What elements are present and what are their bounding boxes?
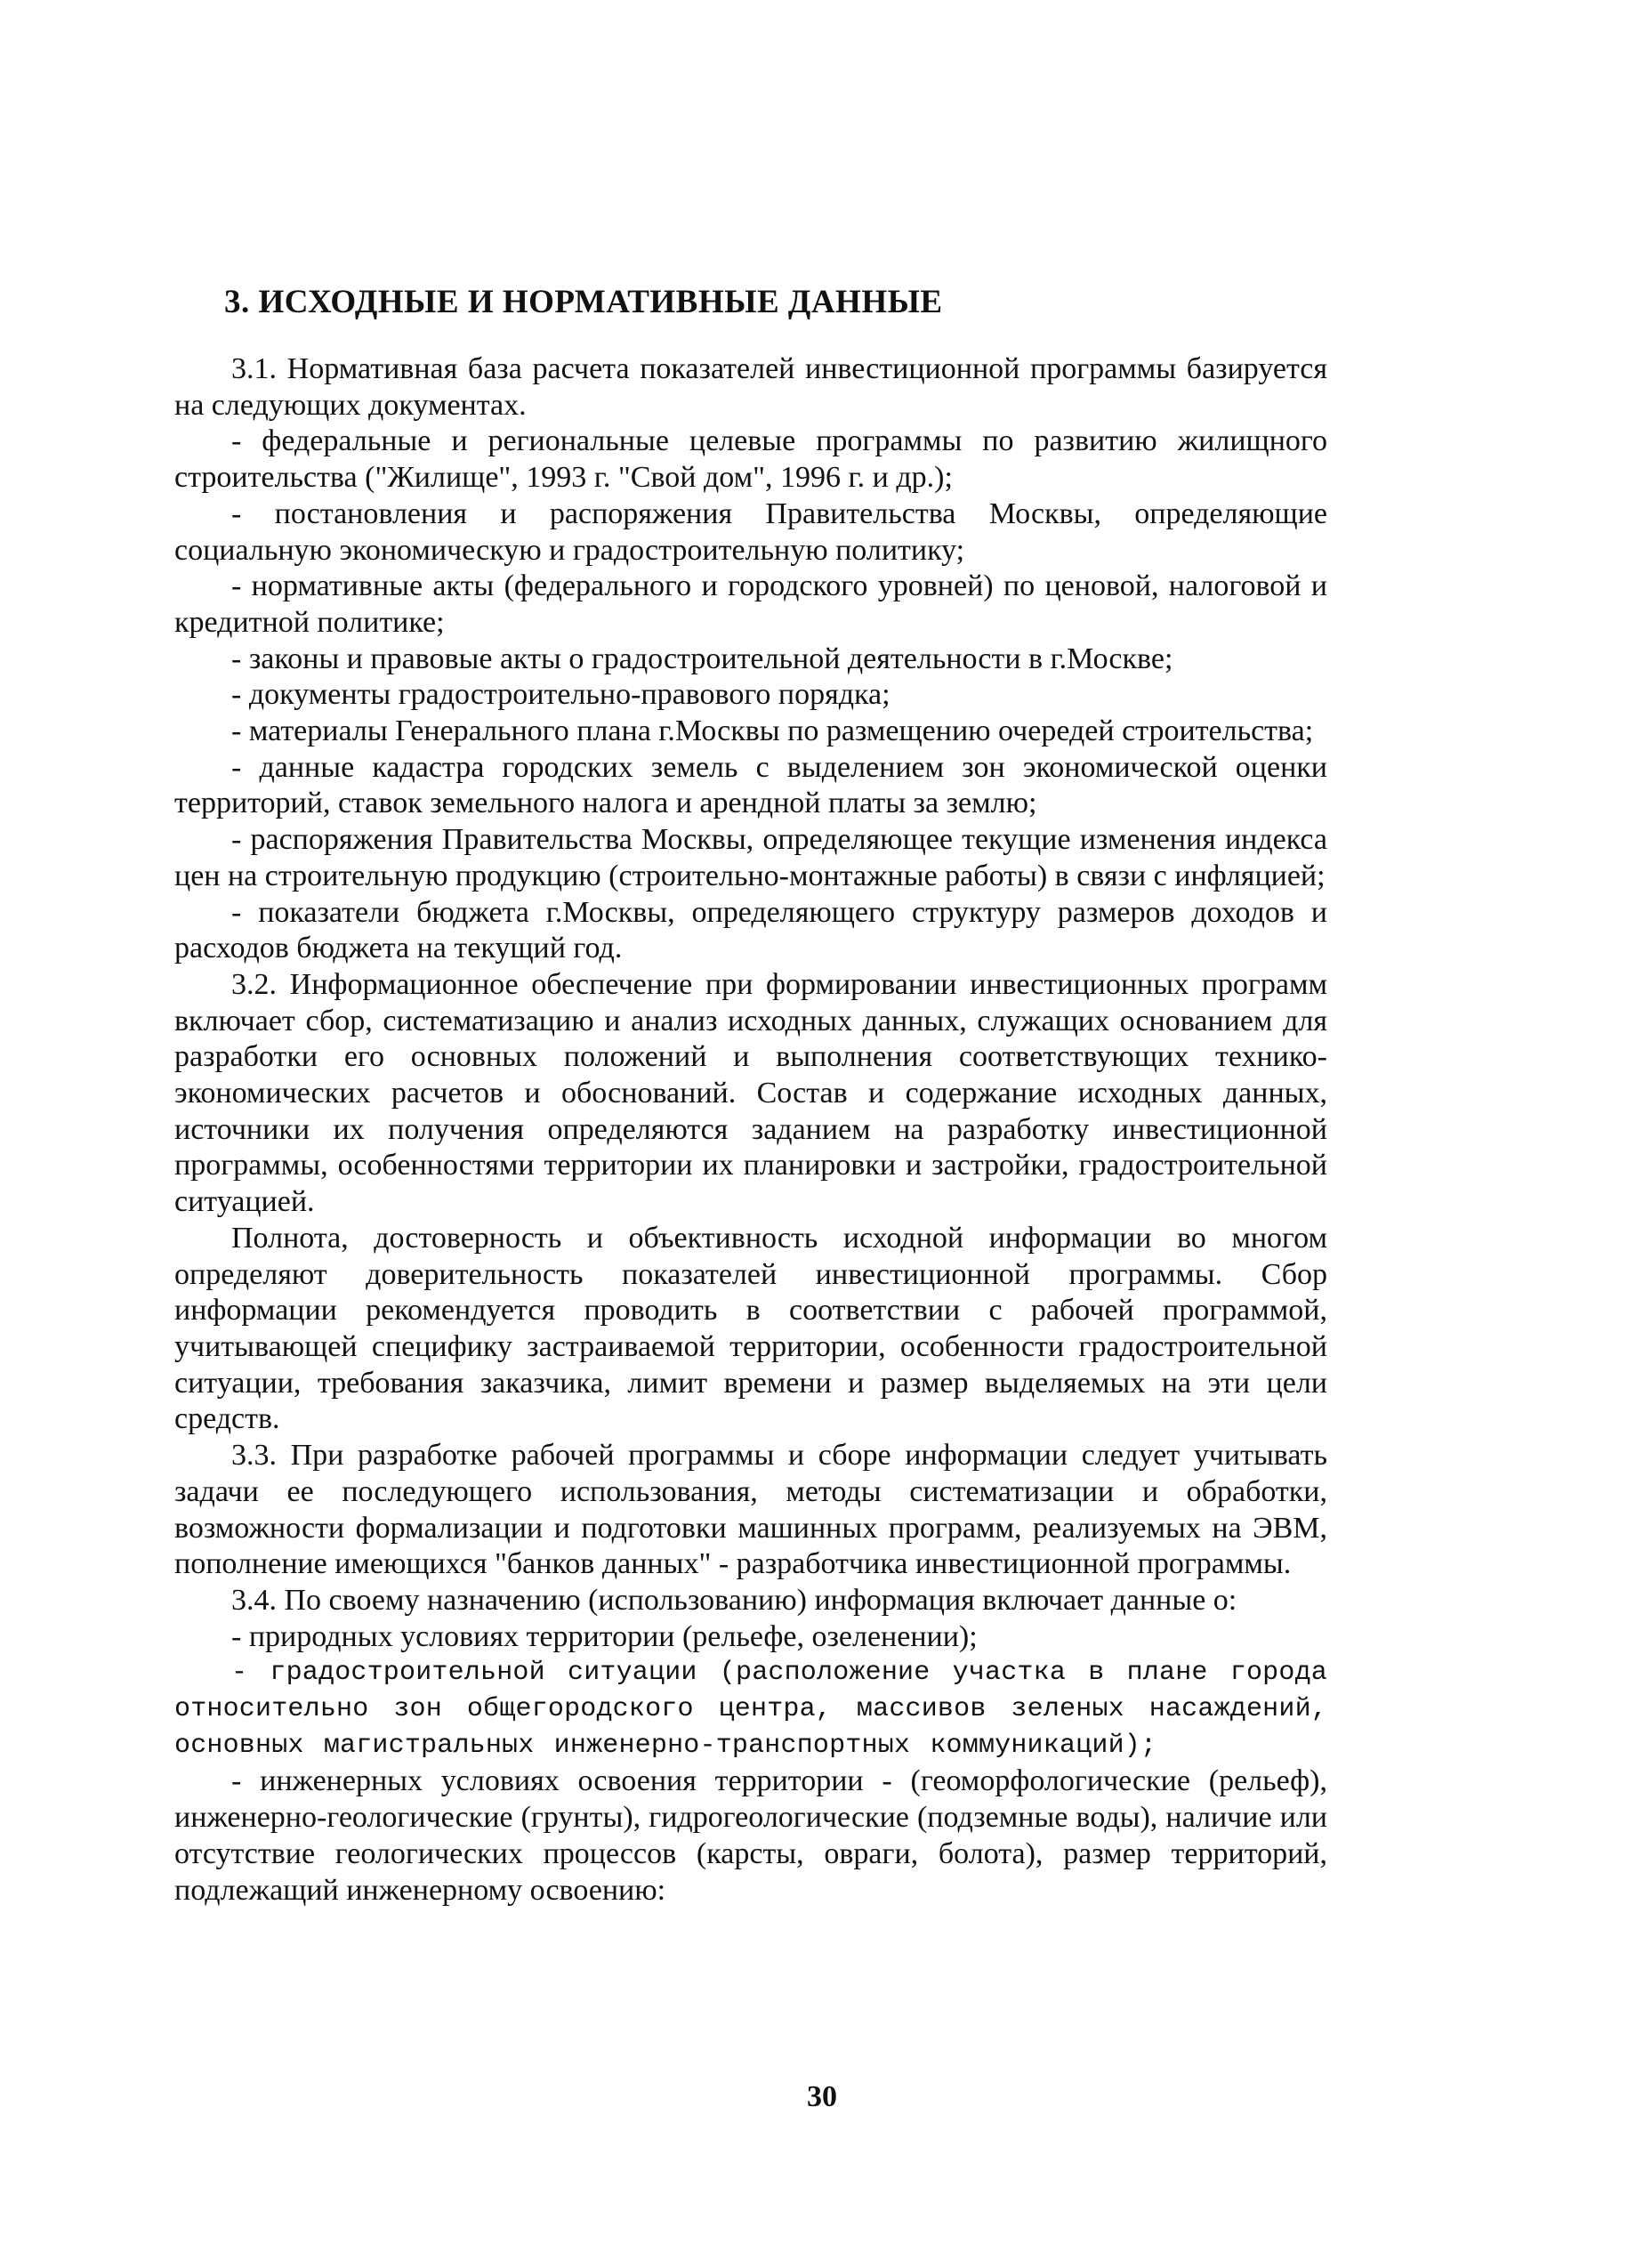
list-item-natural-conditions: - природных условиях территории (рельефе, озеленении); (231, 1619, 978, 1653)
list-item-federal-programs: - федеральные и региональные целевые программы по развитию жилищного строительства ("Жилище", 1993 г. "Свой дом", 1996 г. и др.); (174, 424, 1327, 495)
list-item-engineering-conditions: - инженерных условиях освоения территории - (геоморфологические (рельеф), инженерно-геологические (грунты), гидрогеологические (подземные воды), наличие или отсутствие геологических процессов (карсты, овраги, болота), размер территорий, подлежащий инженерному освоению: (174, 1764, 1327, 1907)
list-item-price-index: - распоряжения Правительства Москвы, определяющее текущие изменения индекса цен на строительную продукцию (строительно-монтажные работы) в связи с инфляцией; (174, 823, 1327, 892)
paragraph-3-4: 3.4. По своему назначению (использованию) информация включает данные о: (231, 1583, 1237, 1617)
list-item-budget: - показатели бюджета г.Москвы, определяющего структуру размеров доходов и расходов бюджета на текущий год. (174, 895, 1327, 965)
list-item-normative-acts: - нормативные акты (федерального и городского уровней) по ценовой, налоговой и кредитной политике; (174, 569, 1327, 639)
list-item-cadastre: - данные кадастра городских земель с выделением зон экономической оценки территорий, ставок земельного налога и арендной платы за землю; (174, 750, 1327, 820)
paragraph-3-3: 3.3. При разработке рабочей программы и сборе информации следует учитывать задачи ее последующего использования, методы систематизации и обработки, возможности формализации и подготовки машинных программ, реализуемых на ЭВМ, пополнение имеющихся "банков данных" - разработчика инвестиционной программы. (174, 1439, 1327, 1581)
paragraph-3-1: 3.1. Нормативная база расчета показателей инвестиционной программы базируется на следующих документах. (174, 352, 1327, 422)
list-item-urban-situation: - градостроительной ситуации (расположение участка в плане города относительно зон общегородского центра, массивов зеленых насаждений, основных магистральных инженерно-транспортных коммуникаций); (174, 1658, 1327, 1761)
page-number: 30 (807, 2080, 837, 2113)
list-item-government-resolutions: - постановления и распоряжения Правительства Москвы, определяющие социальную экономическую и градостроительную политику; (174, 496, 1327, 567)
list-item-laws: - законы и правовые акты о градостроительной деятельности в г.Москве; (231, 642, 1173, 675)
paragraph-3-2: 3.2. Информационное обеспечение при формировании инвестиционных программ включает сбор, систематизацию и анализ исходных данных, служащих основанием для разработки его основных положений и выполнения соответствующих технико-экономических расчетов и обоснований. Состав и содержание исходных данных, источники их получения определяются заданием на разработку инвестиционной программы, особенностями территории их планировки и застройки, градостроительной ситуацией. (174, 967, 1327, 1219)
paragraph-completeness: Полнота, достоверность и объективность исходной информации во многом определяют доверительность показателей инвестиционной программы. Сбор информации рекомендуется проводить в соответствии с рабочей программой, учитывающей специфику застраиваемой территории, особенности градостроительной ситуации, требования заказчика, лимит времени и размер выделяемых на эти цели средств. (174, 1221, 1327, 1436)
document-body (174, 351, 1327, 1909)
list-item-legal-documents: - документы градостроительно-правового порядка; (231, 678, 890, 712)
section-heading: 3. ИСХОДНЫЕ И НОРМАТИВНЫЕ ДАННЫЕ (224, 284, 943, 320)
list-item-general-plan: - материалы Генерального плана г.Москвы по размещению очередей строительства; (231, 714, 1314, 748)
